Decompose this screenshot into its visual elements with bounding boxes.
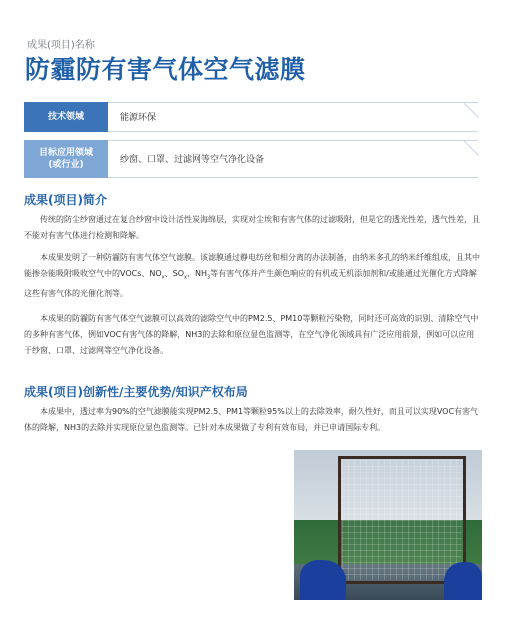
info-label-target-application bbox=[24, 140, 108, 178]
photo-right-glove bbox=[444, 562, 482, 600]
section-title-intro: 成果(项目)简介 bbox=[24, 193, 107, 207]
info-label-line2: (或行业) bbox=[48, 160, 84, 170]
page-title: 防霾防有害气体空气滤膜 bbox=[25, 55, 306, 84]
text-run: 本成果发明了一种防霾防有害气体空气滤膜。该滤膜通过静电纺丝和相分离的办法制备，由纳米多孔的纳米纤维组成，且其中能掺杂能吸附吸收空气中的VOCs、NO bbox=[24, 253, 480, 278]
project-name-eyebrow: 成果(项目)名称 bbox=[27, 40, 95, 51]
innovation-paragraph-1: 本成果中，透过率为90%的空气滤膜能实现PM2.5、PM1等颗粒95%以上的去除效率，耐久性好，而且可以实现VOC有害气体的降解，NH3的去除并实现原位显色监测等。已针对本成果做了专利有效布局，并已申请国际专利。 bbox=[24, 407, 479, 432]
intro-paragraph-3: 本成果的防霾防有害气体空气滤膜可以高效的滤除空气中的PM2.5、PM10等颗粒污染物，同时还可高效的识别、清除空气中的多种有害气体，例如VOC有害气体的降解，NH3的去除和原位显色监测等，在空气净化领域具有广泛应用前景，例如可以应用于纱窗、口罩、过滤网等空气净化设备。 bbox=[24, 314, 479, 355]
filter-membrane-photo bbox=[294, 450, 482, 600]
info-value-target-application: 纱窗、口罩、过滤网等空气净化设备 bbox=[120, 154, 265, 165]
intro-paragraph-1: 传统的防尘纱窗通过在复合纱窗中设计活性炭海绵层，实现对尘埃和有害气体的过滤吸附，但是它的透光性差，透气性差，且不能对有害气体进行检测和降解。 bbox=[24, 215, 480, 240]
corner-fold-icon bbox=[463, 140, 479, 156]
intro-paragraph-2 bbox=[24, 250, 482, 302]
info-label-line1: 目标应用领域 bbox=[38, 148, 93, 158]
info-value-box bbox=[108, 102, 478, 132]
section-title-innovation: 成果(项目)创新性/主要优势/知识产权布局 bbox=[24, 385, 248, 399]
info-label-tech-field: 技术领域 bbox=[24, 102, 108, 132]
info-value-tech-field: 能源环保 bbox=[120, 112, 157, 123]
text-run: 、NH bbox=[186, 269, 207, 278]
subscript: x bbox=[184, 274, 187, 281]
info-row-tech-field bbox=[24, 102, 478, 132]
text-run: 等有害气体并产生颜色响应的有机或无机添加剂和/或能通过光催化方式降解这些有害气体的光催化剂等。 bbox=[24, 269, 477, 298]
corner-fold-icon bbox=[463, 102, 479, 118]
text-run: 、SO bbox=[164, 269, 185, 278]
photo-left-glove bbox=[300, 560, 346, 600]
info-row-target-application bbox=[24, 140, 478, 178]
subscript: x bbox=[161, 274, 165, 281]
photo-membrane-frame bbox=[338, 456, 466, 584]
subscript: 3 bbox=[206, 274, 211, 281]
